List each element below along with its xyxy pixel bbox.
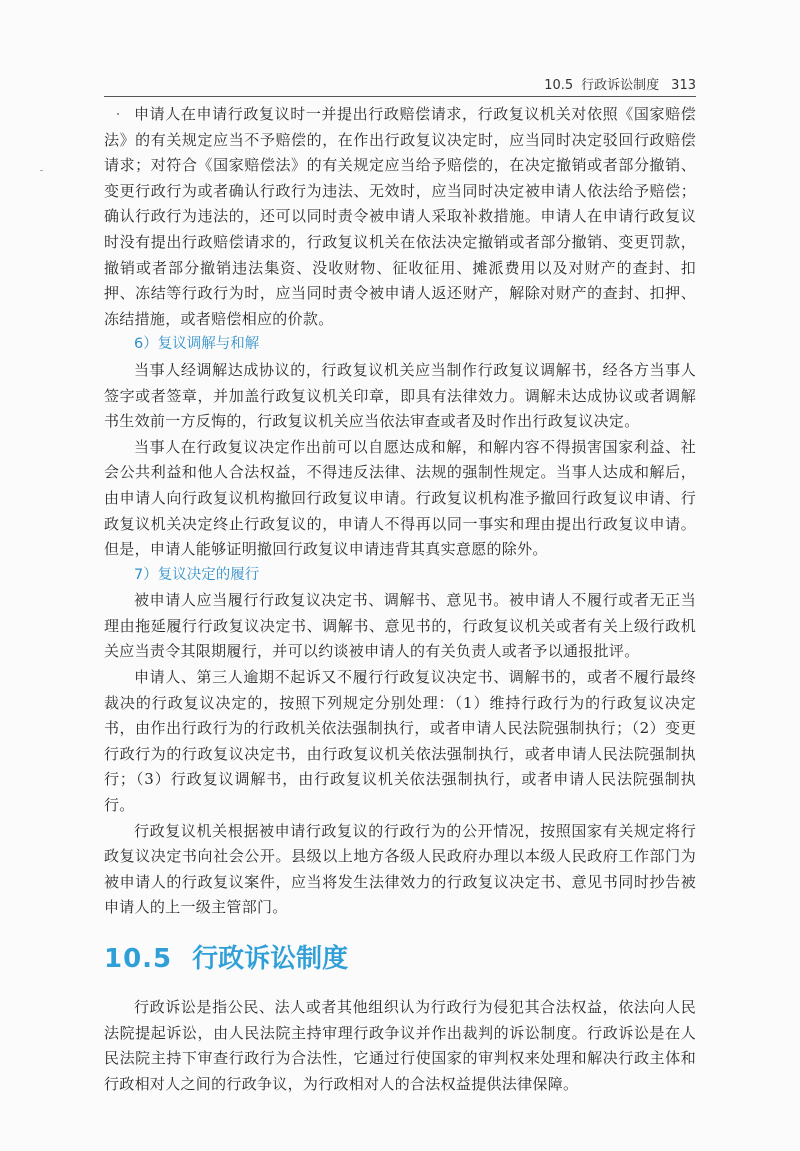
section-heading xyxy=(104,939,696,979)
subsection-heading-6: 6）复议调解与和解 xyxy=(134,336,260,353)
body-paragraph: 申请人、第三人逾期不起诉又不履行行政复议决定书、调解书的，或者不履行最终裁决的行政复议决定的，按照下列规定分别处理：（1）维持行政行为的行政复议决定书，由作出行政行为的行政机关依法强制执行，或者申请人民法院强制执行；（2）变更行政行为的行政复议决定书，由行政复议机关依法强制执行，或者申请人民法院强制执行；（3）行政复议调解书，由行政复议机关依法强制执行，或者申请人民法院强制执行。 xyxy=(104,668,696,815)
body-paragraph: 行政诉讼是指公民、法人或者其他组织认为行政行为侵犯其合法权益，依法向人民法院提起诉讼，由人民法院主持审理行政争议并作出裁判的诉讼制度。行政诉讼是在人民法院主持下审查行政行为合法性，它通过行使国家的审判权来处理和解决行政主体和行政相对人之间的行政争议，为行政相对人的合法权益提供法律保障。 xyxy=(104,998,696,1093)
page-body xyxy=(104,102,696,1097)
page-number: 313 xyxy=(671,78,696,93)
body-paragraph: 当事人经调解达成协议的，行政复议机关应当制作行政复议调解书，经各方当事人签字或者签章，并加盖行政复议机关印章，即具有法律效力。调解未达成协议或者调解书生效前一方反悔的，行政复议机关应当依法审查或者及时作出行政复议决定。 xyxy=(104,360,696,431)
section-title: 行政诉讼制度 xyxy=(192,944,349,974)
header-section-number: 10.5 xyxy=(544,78,574,93)
subsection-heading-7: 7）复议决定的履行 xyxy=(134,566,260,583)
scan-mark xyxy=(40,170,43,171)
body-paragraph: 当事人在行政复议决定作出前可以自愿达成和解，和解内容不得损害国家利益、社会公共利益和他人合法权益，不得违反法律、法规的强制性规定。当事人达成和解后，由申请人向行政复议机构撤回行政复议申请。行政复议机构准予撤回行政复议申请、行政复议机关决定终止行政复议的，申请人不得再以同一事实和理由提出行政复议申请。但是，申请人能够证明撤回行政复议申请违背其真实意愿的除外。 xyxy=(104,437,696,559)
body-paragraph: 申请人在申请行政复议时一并提出行政赔偿请求，行政复议机关对依照《国家赔偿法》的有关规定应当不予赔偿的，在作出行政复议决定时，应当同时决定驳回行政赔偿请求；对符合《国家赔偿法》的有关规定应当给予赔偿的，在决定撤销或者部分撤销、变更行政行为或者确认行政行为违法、无效时，应当同时决定被申请人依法给予赔偿；确认行政行为违法的，还可以同时责令被申请人采取补救措施。申请人在申请行政复议时没有提出行政赔偿请求的，行政复议机关在依法决定撤销或者部分撤销、变更罚款，撤销或者部分撤销违法集资、没收财物、征收征用、摊派费用以及对财产的查封、扣押、冻结等行政行为时，应当同时责令被申请人返还财产，解除对财产的查封、扣押、冻结措施，或者赔偿相应的价款。 xyxy=(104,105,696,328)
header-text xyxy=(544,74,696,93)
header-section-title: 行政诉讼制度 xyxy=(581,78,660,93)
body-paragraph: 行政复议机关根据被申请行政复议的行政行为的公开情况，按照国家有关规定将行政复议决定书向社会公开。县级以上地方各级人民政府办理以本级人民政府工作部门为被申请人的行政复议案件，应当将发生法律效力的行政复议决定书、意见书同时抄告被申请人的上一级主管部门。 xyxy=(104,821,696,917)
running-header xyxy=(104,68,696,97)
section-number: 10.5 xyxy=(104,944,173,974)
body-paragraph: 被申请人应当履行行政复议决定书、调解书、意见书。被申请人不履行或者无正当理由拖延履行行政复议决定书、调解书、意见书的，行政复议机关或者有关上级行政机关应当责令其限期履行，并可以约谈被申请人的有关负责人或者予以通报批评。 xyxy=(104,591,696,661)
